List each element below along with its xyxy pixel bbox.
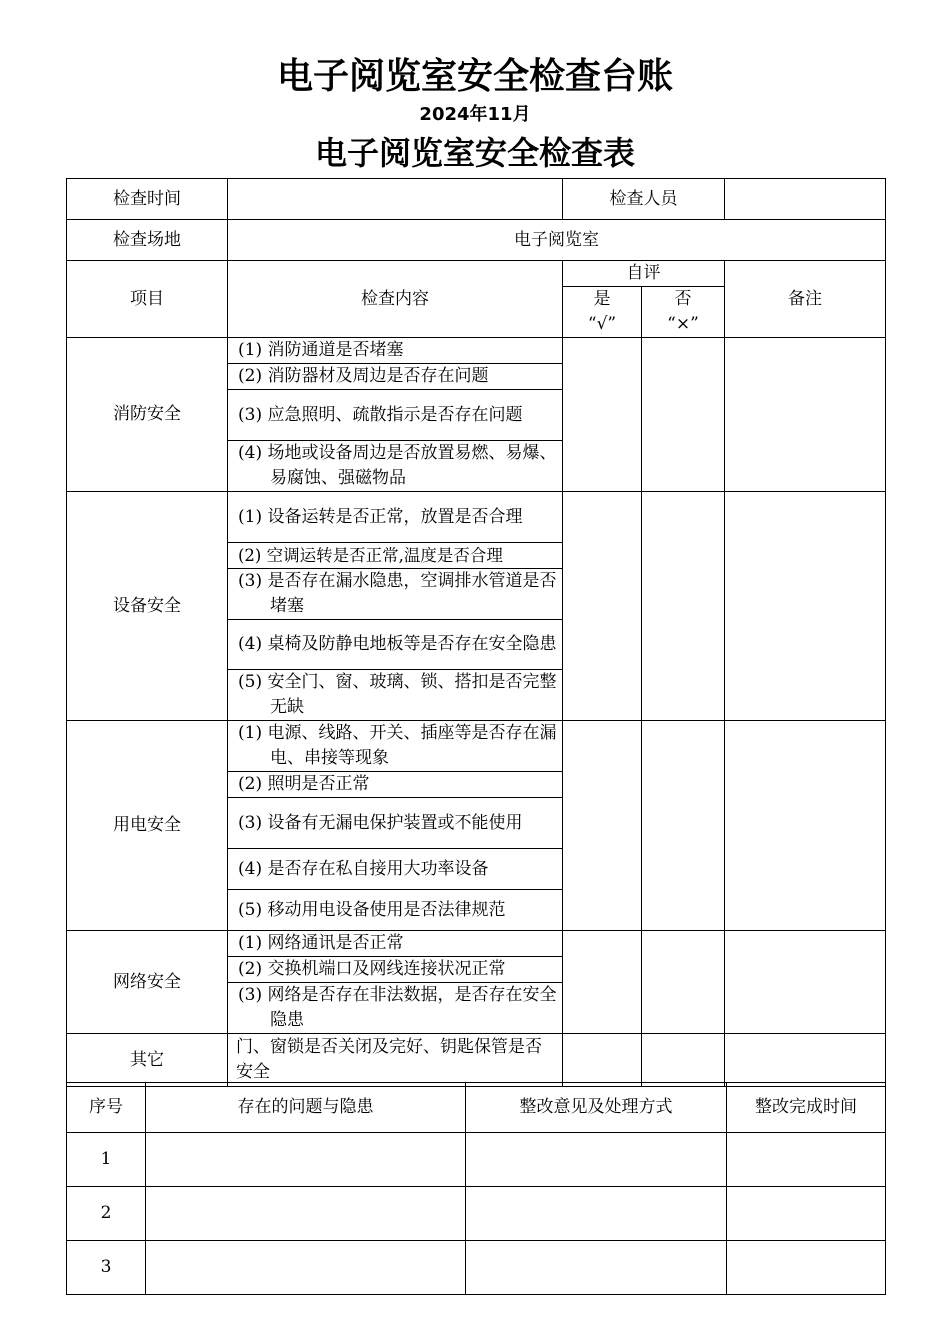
check-item: (3) 是否存在漏水隐患，空调排水管道是否堵塞 (228, 569, 563, 620)
check-item: (1) 消防通道是否堵塞 (228, 338, 563, 364)
inspector-field[interactable] (725, 179, 886, 220)
yes-label: 是 (593, 289, 611, 309)
check-item: (4) 桌椅及防静电地板等是否存在安全隐患 (228, 620, 563, 670)
remark-cell[interactable] (725, 492, 886, 721)
check-item: (4) 场地或设备周边是否放置易燃、易爆、易腐蚀、强磁物品 (228, 441, 563, 492)
check-item: (2) 空调运转是否正常,温度是否合理 (228, 543, 563, 569)
issues-header-problem: 存在的问题与隐患 (146, 1083, 466, 1133)
issue-problem-cell[interactable] (146, 1187, 466, 1241)
document-date: 2024年11月 (419, 104, 531, 125)
issue-deadline-cell[interactable] (727, 1133, 886, 1187)
yes-mark: “√” (587, 314, 617, 334)
check-item: (2) 消防器材及周边是否存在问题 (228, 364, 563, 390)
section-electrical-safety: 用电安全 (67, 721, 228, 931)
col-header-item: 项目 (67, 261, 228, 338)
check-item: (2) 照明是否正常 (228, 772, 563, 798)
issue-row-number: 2 (67, 1187, 146, 1241)
issues-header-no: 序号 (67, 1083, 146, 1133)
check-item: (5) 安全门、窗、玻璃、锁、搭扣是否完整无缺 (228, 670, 563, 721)
col-header-remark: 备注 (725, 261, 886, 338)
issue-row-number: 3 (67, 1241, 146, 1295)
check-item: (1) 网络通讯是否正常 (228, 931, 563, 957)
check-item: (3) 应急照明、疏散指示是否存在问题 (228, 390, 563, 441)
section-equipment-safety: 设备安全 (67, 492, 228, 721)
no-label: 否 (674, 289, 692, 309)
check-item: (1) 电源、线路、开关、插座等是否存在漏电、串接等现象 (228, 721, 563, 772)
inspection-site-label: 检查场地 (67, 220, 228, 261)
inspection-time-label: 检查时间 (67, 179, 228, 220)
inspection-time-field[interactable] (228, 179, 563, 220)
check-item: (4) 是否存在私自接用大功率设备 (228, 849, 563, 890)
document-title: 电子阅览室安全检查台账 (276, 56, 673, 97)
issue-problem-cell[interactable] (146, 1241, 466, 1295)
inspection-table (66, 178, 886, 1087)
self-eval-no-cell[interactable] (642, 721, 725, 931)
self-eval-yes-cell[interactable] (563, 931, 642, 1034)
self-eval-no-cell[interactable] (642, 492, 725, 721)
section-network-safety: 网络安全 (67, 931, 228, 1034)
check-item: (1) 设备运转是否正常，放置是否合理 (228, 492, 563, 543)
no-mark: “×” (667, 314, 699, 334)
form-title: 电子阅览室安全检查表 (314, 134, 635, 172)
self-eval-no-cell[interactable] (642, 1034, 725, 1087)
remark-cell[interactable] (725, 338, 886, 492)
section-fire-safety: 消防安全 (67, 338, 228, 492)
self-eval-yes-cell[interactable] (563, 338, 642, 492)
col-header-yes (563, 287, 642, 338)
col-header-no (642, 287, 725, 338)
issues-table (66, 1082, 886, 1295)
self-eval-yes-cell[interactable] (563, 1034, 642, 1087)
issue-action-cell[interactable] (466, 1241, 727, 1295)
issue-action-cell[interactable] (466, 1133, 727, 1187)
self-eval-yes-cell[interactable] (563, 721, 642, 931)
check-item: 门、窗锁是否关闭及完好、钥匙保管是否安全 (228, 1034, 563, 1087)
check-item: (3) 网络是否存在非法数据，是否存在安全隐患 (228, 983, 563, 1034)
issue-action-cell[interactable] (466, 1187, 727, 1241)
issue-problem-cell[interactable] (146, 1133, 466, 1187)
self-eval-no-cell[interactable] (642, 931, 725, 1034)
issues-header-action: 整改意见及处理方式 (466, 1083, 727, 1133)
issue-deadline-cell[interactable] (727, 1187, 886, 1241)
issues-header-deadline: 整改完成时间 (727, 1083, 886, 1133)
remark-cell[interactable] (725, 1034, 886, 1087)
remark-cell[interactable] (725, 721, 886, 931)
self-eval-yes-cell[interactable] (563, 492, 642, 721)
section-other: 其它 (67, 1034, 228, 1087)
check-item: (3) 设备有无漏电保护装置或不能使用 (228, 798, 563, 849)
remark-cell[interactable] (725, 931, 886, 1034)
inspection-site-value: 电子阅览室 (228, 220, 886, 261)
col-header-self-eval: 自评 (563, 261, 725, 287)
check-item: (5) 移动用电设备使用是否法律规范 (228, 890, 563, 931)
self-eval-no-cell[interactable] (642, 338, 725, 492)
inspector-label: 检查人员 (563, 179, 725, 220)
check-item: (2) 交换机端口及网线连接状况正常 (228, 957, 563, 983)
col-header-content: 检查内容 (228, 261, 563, 338)
issue-deadline-cell[interactable] (727, 1241, 886, 1295)
issue-row-number: 1 (67, 1133, 146, 1187)
